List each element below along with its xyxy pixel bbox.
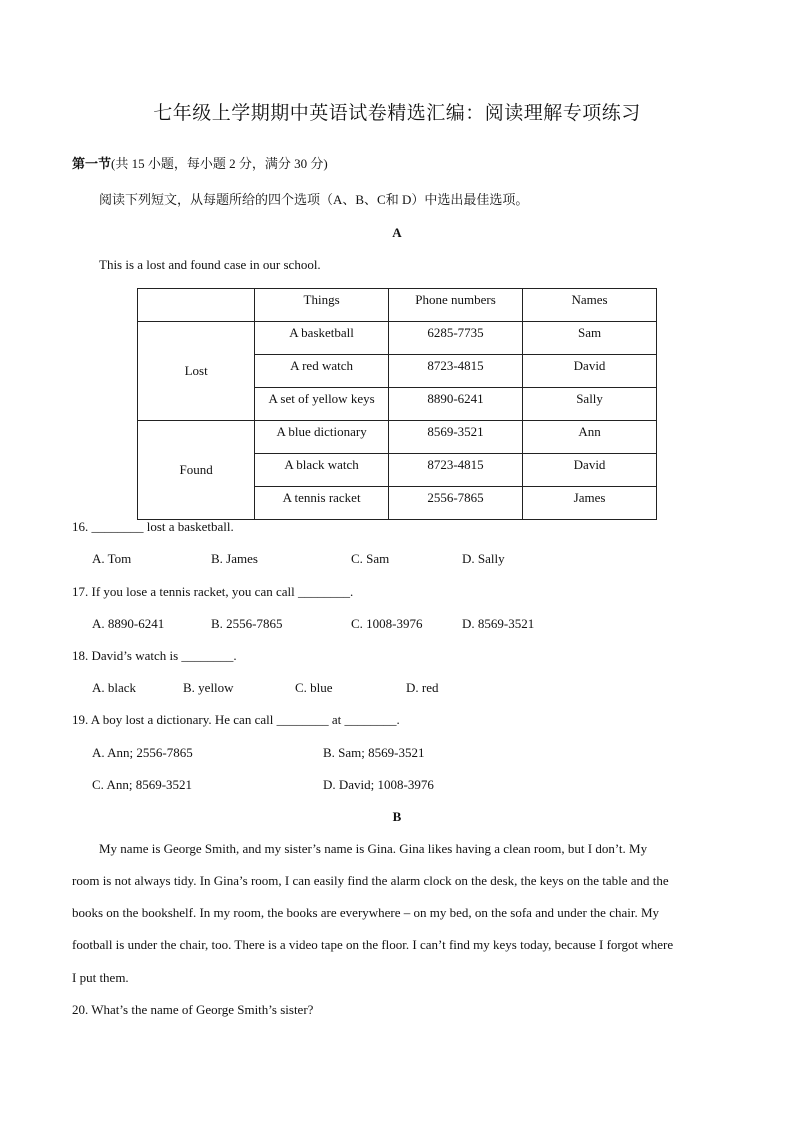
table-header-cell: Phone numbers (388, 289, 522, 322)
table-cell: 6285-7735 (388, 322, 522, 355)
question-17-option-c[interactable]: C. 1008-3976 (351, 616, 423, 631)
table-row (138, 421, 657, 454)
table-cell: 8723-4815 (388, 355, 522, 388)
question-18-stem: 18. David’s watch is ________. (72, 648, 237, 663)
question-16-stem: 16. ________ lost a basketball. (72, 519, 234, 534)
table-cell: A black watch (255, 454, 389, 487)
table-cell: 8723-4815 (388, 454, 522, 487)
table-header-row (138, 289, 657, 322)
passage-b-line: I put them. (72, 970, 129, 985)
passage-a-heading: A (392, 225, 402, 240)
passage-b-line: books on the bookshelf. In my room, the books are everywhere – on my bed, on the sofa and under the chair. My (72, 905, 660, 920)
table-cell: Sam (523, 322, 657, 355)
table-cell: Sally (523, 388, 657, 421)
question-19-option-a[interactable]: A. Ann; 2556-7865 (92, 745, 193, 760)
question-16-option-c[interactable]: C. Sam (351, 551, 390, 566)
question-19-stem: 19. A boy lost a dictionary. He can call ________ at ________. (72, 712, 400, 727)
table-cell: 2556-7865 (388, 487, 522, 520)
table-cell: A basketball (255, 322, 389, 355)
table-header-cell (138, 289, 255, 322)
page-title: 七年级上学期期中英语试卷精选汇编：阅读理解专项练习 (153, 103, 641, 124)
question-17-stem: 17. If you lose a tennis racket, you can call ________. (72, 584, 354, 599)
question-16-option-d[interactable]: D. Sally (462, 551, 505, 566)
table-cell: David (523, 355, 657, 388)
question-18-option-c[interactable]: C. blue (295, 680, 333, 695)
question-16-option-b[interactable]: B. James (211, 551, 258, 566)
group-label-found: Found (138, 421, 255, 520)
table-cell: James (523, 487, 657, 520)
passage-b-line: My name is George Smith, and my sister’s name is Gina. Gina likes having a clean room, but I don’t. My (99, 841, 648, 856)
section-instruction: 阅读下列短文，从每题所给的四个选项（A、B、C和 D）中选出最佳选项。 (99, 192, 529, 207)
table-cell: 8569-3521 (388, 421, 522, 454)
table-cell: Ann (523, 421, 657, 454)
table-row (138, 322, 657, 355)
group-label-lost: Lost (138, 322, 255, 421)
table-cell: David (523, 454, 657, 487)
passage-b-line: room is not always tidy. In Gina’s room, I can easily find the alarm clock on the desk, the keys on the table and the (72, 873, 669, 888)
question-17-option-a[interactable]: A. 8890-6241 (92, 616, 165, 631)
section-header (72, 153, 328, 172)
question-19-option-c[interactable]: C. Ann; 8569-3521 (92, 777, 193, 792)
table-header-cell: Things (255, 289, 389, 322)
question-18-option-a[interactable]: A. black (92, 680, 137, 695)
section-label: 第一节 (72, 156, 112, 171)
question-19-option-d[interactable]: D. David; 1008-3976 (323, 777, 434, 792)
passage-b-heading: B (392, 809, 402, 824)
lost-found-table (137, 288, 657, 520)
question-20-stem: 20. What’s the name of George Smith’s sister? (72, 1002, 314, 1017)
table-header-cell: Names (523, 289, 657, 322)
question-18-option-d[interactable]: D. red (406, 680, 439, 695)
table-cell: A set of yellow keys (255, 388, 389, 421)
table-cell: A red watch (255, 355, 389, 388)
passage-b-line: football is under the chair, too. There is a video tape on the floor. I can’t find my keys today, because I forgot where (72, 937, 674, 952)
passage-a-intro: This is a lost and found case in our school. (99, 257, 321, 272)
table-cell: A tennis racket (255, 487, 389, 520)
table-cell: 8890-6241 (388, 388, 522, 421)
question-16-option-a[interactable]: A. Tom (92, 551, 132, 566)
table-cell: A blue dictionary (255, 421, 389, 454)
question-19-option-b[interactable]: B. Sam; 8569-3521 (323, 745, 425, 760)
question-17-option-b[interactable]: B. 2556-7865 (211, 616, 283, 631)
question-18-option-b[interactable]: B. yellow (183, 680, 234, 695)
question-17-option-d[interactable]: D. 8569-3521 (462, 616, 535, 631)
section-note: (共 15 小题，每小题 2 分，满分 30 分) (111, 156, 328, 171)
